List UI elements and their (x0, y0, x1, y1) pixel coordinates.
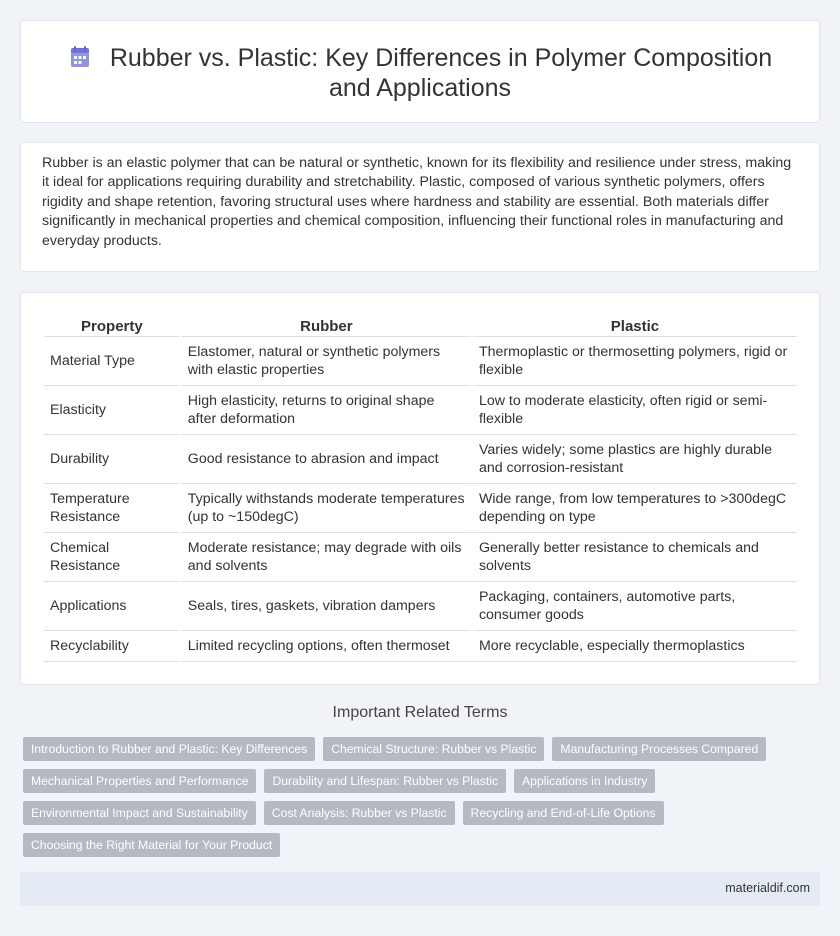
intro-paragraph: Rubber is an elastic polymer that can be natural or synthetic, known for its flexibility and resilience under stress, making it ideal for applications requiring durability and stretchability. Plastic, composed of various synthetic polymers, offers rigidity and shape retention, favoring structural uses where hardness and stability are essential. Both materials differ significantly in mechanical properties and chemical composition, influencing their functional roles in manufacturing and everyday products. (42, 155, 792, 249)
comparison-table-card (20, 292, 820, 685)
property-cell: Material Type (44, 337, 180, 386)
page-title-container (21, 43, 819, 103)
rubber-cell: Typically withstands moderate temperatures (up to ~150degC) (182, 484, 471, 533)
plastic-cell: Thermoplastic or thermosetting polymers, rigid or flexible (473, 337, 797, 386)
related-term-tag[interactable]: Choosing the Right Material for Your Product (23, 833, 280, 857)
table-row (44, 631, 797, 662)
plastic-cell: Low to moderate elasticity, often rigid or semi-flexible (473, 386, 797, 435)
related-terms-heading: Important Related Terms (332, 704, 508, 721)
plastic-cell: Varies widely; some plastics are highly durable and corrosion-resistant (473, 435, 797, 484)
related-term-tag[interactable]: Introduction to Rubber and Plastic: Key Differences (23, 737, 315, 761)
table-row (44, 435, 797, 484)
table-row (44, 337, 797, 386)
plastic-cell: More recyclable, especially thermoplastics (473, 631, 797, 662)
rubber-cell: Seals, tires, gaskets, vibration dampers (182, 582, 471, 631)
footer-site-link[interactable]: materialdif.com (725, 881, 810, 895)
property-cell: Applications (44, 582, 180, 631)
related-term-tag[interactable]: Environmental Impact and Sustainability (23, 801, 256, 825)
page-title: Rubber vs. Plastic: Key Differences in Polymer Composition and Applications (109, 44, 773, 102)
column-header-rubber: Rubber (182, 315, 471, 337)
plastic-cell: Packaging, containers, automotive parts, consumer goods (473, 582, 797, 631)
table-header-row (44, 315, 797, 337)
property-cell: Recyclability (44, 631, 180, 662)
column-header-plastic: Plastic (473, 315, 797, 337)
header-card (20, 20, 820, 123)
document-icon (68, 45, 92, 69)
related-term-tag[interactable]: Mechanical Properties and Performance (23, 769, 256, 793)
table-row (44, 533, 797, 582)
property-cell: Elasticity (44, 386, 180, 435)
table-row (44, 582, 797, 631)
rubber-cell: Elastomer, natural or synthetic polymers with elastic properties (182, 337, 471, 386)
table-row (44, 386, 797, 435)
property-cell: Temperature Resistance (44, 484, 180, 533)
plastic-cell: Generally better resistance to chemicals and solvents (473, 533, 797, 582)
comparison-table (42, 315, 799, 662)
intro-card (20, 142, 820, 272)
property-cell: Durability (44, 435, 180, 484)
rubber-cell: Good resistance to abrasion and impact (182, 435, 471, 484)
related-terms-tags (23, 737, 823, 865)
related-term-tag[interactable]: Recycling and End-of-Life Options (463, 801, 664, 825)
rubber-cell: Limited recycling options, often thermoset (182, 631, 471, 662)
footer-bar (20, 872, 820, 906)
plastic-cell: Wide range, from low temperatures to >300degC depending on type (473, 484, 797, 533)
table-row (44, 484, 797, 533)
column-header-property: Property (44, 315, 180, 337)
related-term-tag[interactable]: Cost Analysis: Rubber vs Plastic (264, 801, 455, 825)
rubber-cell: Moderate resistance; may degrade with oils and solvents (182, 533, 471, 582)
related-term-tag[interactable]: Chemical Structure: Rubber vs Plastic (323, 737, 544, 761)
property-cell: Chemical Resistance (44, 533, 180, 582)
rubber-cell: High elasticity, returns to original shape after deformation (182, 386, 471, 435)
related-term-tag[interactable]: Manufacturing Processes Compared (552, 737, 766, 761)
related-term-tag[interactable]: Durability and Lifespan: Rubber vs Plastic (264, 769, 506, 793)
related-term-tag[interactable]: Applications in Industry (514, 769, 655, 793)
